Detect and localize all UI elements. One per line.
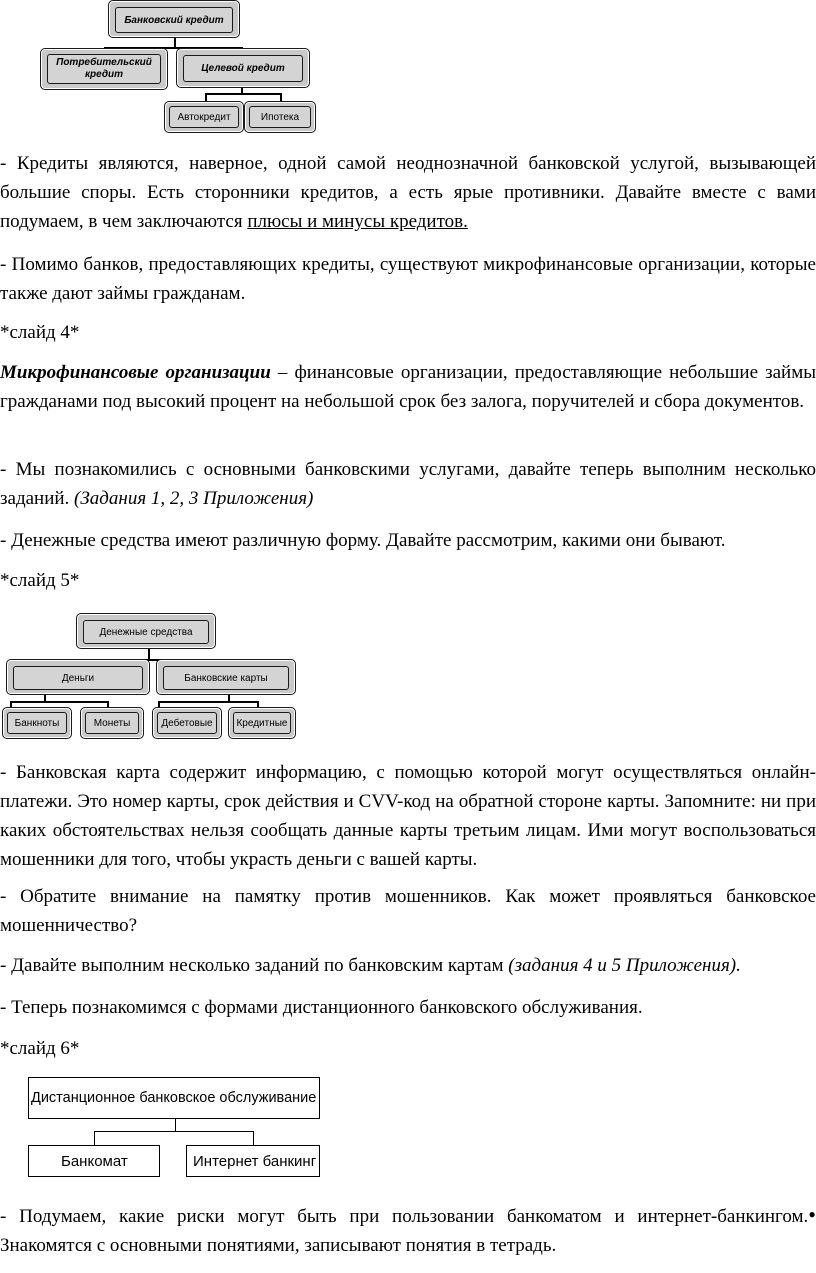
slide-label-4: *слайд 4* <box>0 322 80 343</box>
node-remote-banking <box>28 1077 320 1119</box>
node-label: Целевой кредит <box>183 55 303 82</box>
node-label: Монеты <box>85 712 139 734</box>
paragraph-microfinance: - Помимо банков, предоставляющих кредиты, существуют микрофинансовые организации, которые также дают займы гражданам. <box>0 254 816 304</box>
connector <box>253 1131 254 1146</box>
slide-label-6: *слайд 6* <box>0 1038 80 1059</box>
paragraph-remote-banking: - Теперь познакомимся с формами дистанционного банковского обслуживания. <box>0 997 643 1018</box>
node-label: Кредитные <box>233 712 291 734</box>
node-label: Банкноты <box>7 712 67 734</box>
credits-pros-cons-link[interactable]: плюсы и минусы кредитов. <box>247 211 468 232</box>
node-coins <box>80 707 144 739</box>
connector <box>94 1131 254 1132</box>
task-reference: (Задания 1, 2, 3 Приложения) <box>74 488 314 509</box>
paragraph-text: - Подумаем, какие риски могут быть при пользовании банкоматом и интернет-банкингом. <box>0 1206 809 1227</box>
node-label: Дистанционное банковское обслуживание <box>31 1090 317 1106</box>
node-money-funds <box>76 613 216 649</box>
connector <box>94 1131 95 1146</box>
paragraph-text: - Давайте выполним несколько заданий по банковским картам <box>0 955 509 976</box>
node-atm <box>28 1145 160 1177</box>
node-label: Деньги <box>13 666 143 690</box>
node-label: Автокредит <box>169 106 239 128</box>
paragraph-credits <box>0 149 816 236</box>
node-root <box>108 0 240 38</box>
node-label: Дебетовые <box>157 712 217 734</box>
node-target-credit <box>176 48 310 88</box>
node-autocredit <box>164 101 244 133</box>
node-label: Ипотека <box>249 106 311 128</box>
node-banknotes <box>2 707 72 739</box>
node-consumer-credit <box>40 48 168 90</box>
paragraph-text: - Кредиты являются, наверное, одной самой неоднозначной банковской услугой, вызывающей большие споры. Есть сторонники кредитов, а есть ярые противники. Давайте вместе с вами подумаем, в чем заключаются <box>0 153 816 232</box>
node-mortgage <box>244 101 316 133</box>
node-label: Денежные средства <box>83 620 209 644</box>
paragraph-money-forms: - Денежные средства имеют различную форму. Давайте рассмотрим, какими они бывают. <box>0 530 726 551</box>
paragraph-bank-card: - Банковская карта содержит информацию, с помощью которой могут осуществляться онлайн-платежи. Это номер карты, срок действия и CVV-код на обратной стороне карты. Запомните: ни при каких обстоятельствах нельзя сообщать данные карты третьим лицам. Ими могут воспользоваться мошенники для того, чтобы украсть деньги с вашей карты. <box>0 762 816 870</box>
connector <box>10 701 108 703</box>
paragraph-risks <box>0 1200 816 1260</box>
node-debit <box>152 707 222 739</box>
node-cash <box>6 659 150 695</box>
connector <box>158 701 258 703</box>
node-label: Интернет банкинг <box>193 1152 317 1170</box>
paragraph-text: - Мы познакомились с основными банковскими услугами, давайте теперь выполним несколько заданий. <box>0 459 816 509</box>
node-label: Потребительский кредит <box>47 54 161 84</box>
node-label: Банкомат <box>61 1152 128 1170</box>
defined-term: Микрофинансовые организации <box>0 362 271 383</box>
definition-text: – финансовые организации, предоставляющие небольшие займы гражданами под высокий процент на небольшой срок без залога, поручителей и сбора документов. <box>0 362 816 412</box>
node-internet-banking <box>186 1145 320 1177</box>
node-label: Банковский кредит <box>115 7 233 33</box>
connector <box>205 93 281 95</box>
paragraph-definition <box>0 358 816 416</box>
bullet-icon: • <box>808 1202 816 1227</box>
task-reference: (задания 4 и 5 Приложения). <box>508 955 741 976</box>
connector <box>175 1118 176 1132</box>
node-label: Банковские карты <box>163 666 289 690</box>
paragraph-tasks-2 <box>0 951 816 980</box>
paragraph-text: Знакомятся с основными понятиями, записывают понятия в тетрадь. <box>0 1235 557 1256</box>
node-credit-card <box>228 707 296 739</box>
node-bank-cards <box>156 659 296 695</box>
paragraph-tasks-1 <box>0 455 816 513</box>
paragraph-fraud: - Обратите внимание на памятку против мошенников. Как может проявляться банковское мошенничество? <box>0 886 816 936</box>
slide-label-5: *слайд 5* <box>0 570 80 591</box>
